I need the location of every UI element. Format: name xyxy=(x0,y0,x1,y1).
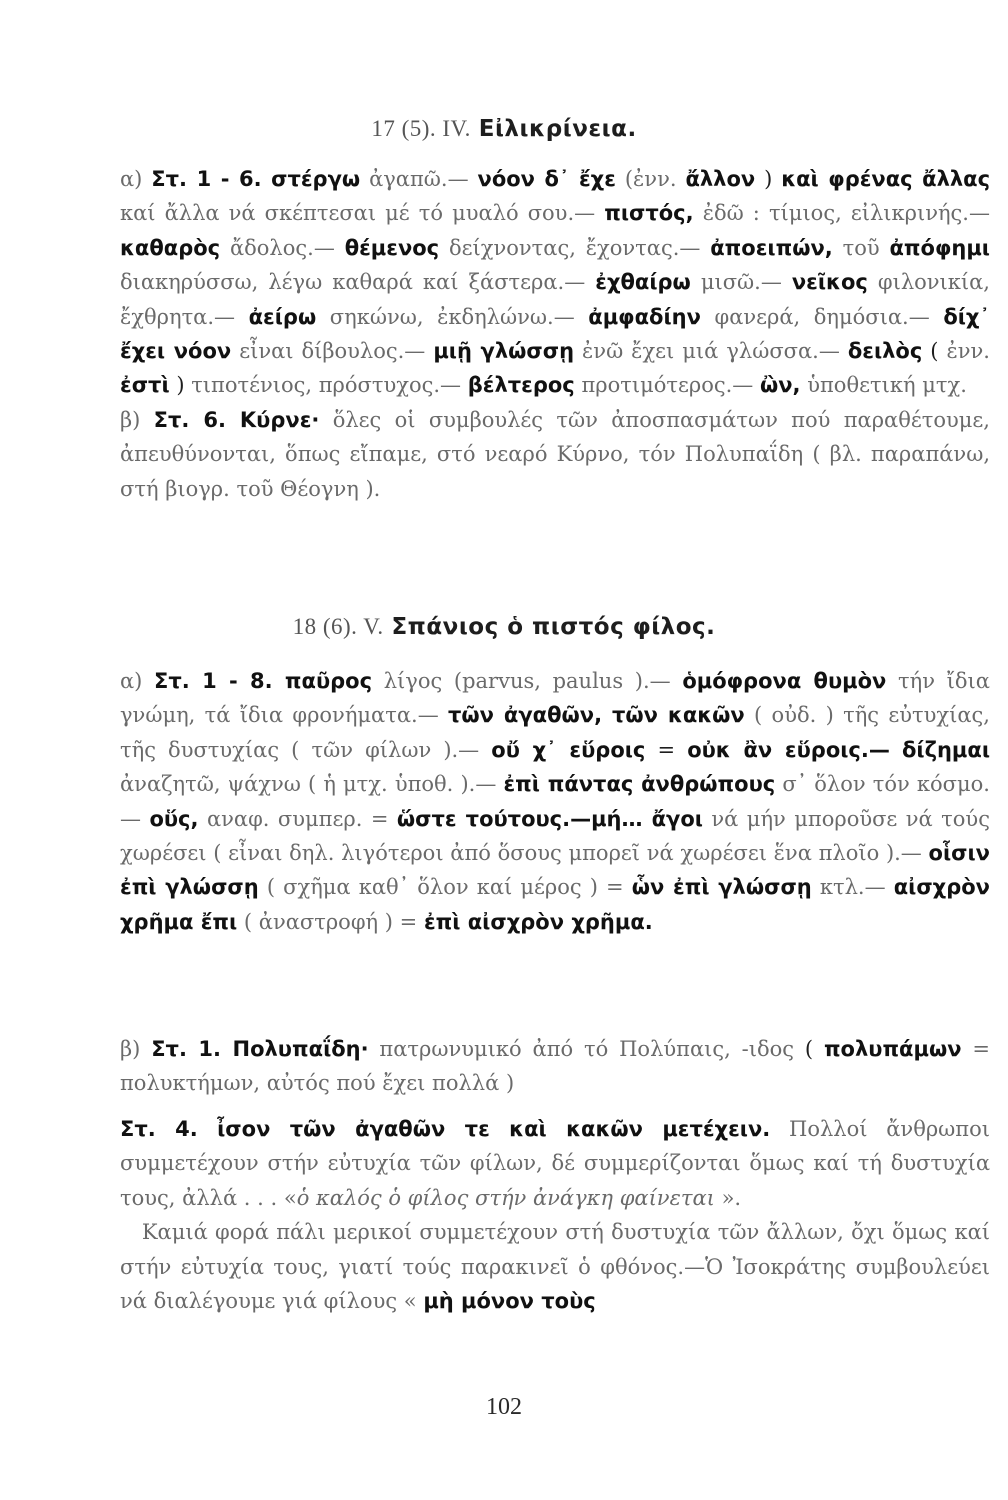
section-18-commentary: α) Στ. 1 - 8. παῦρος λίγος (parvus, paulus ).— ὁμόφρονα θυμὸν τήν ἴδια γνώμη, τά ἴδια φρονήματα.— τῶν ἀγαθῶν, τῶν κακῶν ( οὐδ. ) τῆς εὐτυχίας, τῆς δυστυχίας ( τῶν φίλων ).— οὔ χ᾽ εὕροις = οὐκ ἂν εὕροις.— δίζημαι ἀναζητῶ, ψάχνω ( ἡ μτχ. ὑποθ. ).— ἐπὶ πάντας ἀνθρώπους σ᾽ ὅλον τόν κόσμο.— οὕς, αναφ. συμπερ. = ὥστε τούτους.—μή… ἄγοι νά μήν μποροῦσε νά τούς χωρέσει ( εἶναι δηλ. λιγότεροι ἀπό ὅσους μπορεῖ νά χωρέσει ἕνα πλοῖο ).— οἷσιν ἐπὶ γλώσσῃ ( σχῆμα καθ᾽ ὅλον καί μέρος ) = ὧν ἐπὶ γλώσσῃ κτλ.— αἰσχρὸν χρῆμα ἔπι ( ἀναστροφή ) = ἐπὶ αἰσχρὸν χρῆμα. xyxy=(120,669,990,934)
section-18-note-st4: Στ. 4. ἶσον τῶν ἀγαθῶν τε καὶ κακῶν μετέχειν. Πολλοί ἄνθρωποι συμμετέχουν στήν εὐτυχία τῶν φίλων, δέ συμμερίζονται ὅμως καί τή δυστυχία τους, ἀλλά . . . «ὁ καλός ὁ φίλος στήν ἀνάγκη φαίνεται ». Καμιά φορά πάλι μερικοί συμμετέχουν στή δυστυχία τῶν ἄλλων, ὄχι ὅμως καί στήν εὐτυχία τους, γιατί τούς παρακινεῖ ὁ φθόνος.—Ὁ Ἰσοκράτης συμβουλεύει νά διαλέγουμε γιά φίλους « μὴ μόνον τοὺς xyxy=(120,1117,990,1314)
section-18-heading xyxy=(0,614,1008,640)
page-number: 102 xyxy=(486,1394,522,1420)
section-18-note-b: β) Στ. 1. Πολυπαΐδη· πατρωνυμικό ἀπό τό Πολύπαις, -ιδος ( πολυπάμων = πολυκτήμων, αὐτός πού ἔχει πολλά ) xyxy=(120,1037,990,1096)
section-17-commentary: α) Στ. 1 - 6. στέργω ἀγαπῶ.— νόον δ᾽ ἔχε (ἐνν. ἄλλον ) καὶ φρένας ἄλλας καί ἄλλα νά σκέπτεσαι μέ τό μυαλό σου.— πιστός, ἐδῶ : τίμιος, εἰλικρινής.— καθαρὸς ἄδολος.— θέμενος δείχνοντας, ἔχοντας.— ἀποειπών, τοῦ ἀπόφημι διακηρύσσω, λέγω καθαρά καί ξάστερα.— ἐχθαίρω μισῶ.— νεῖκος φιλονικία, ἔχθρητα.— ἀείρω σηκώνω, ἐκδηλώνω.— ἀμφαδίην φανερά, δημόσια.— δίχ᾽ ἔχει νόον εἶναι δίβουλος.— μιῇ γλώσσῃ ἐνῶ ἔχει μιά γλώσσα.— δειλὸς ( ἐνν. ἐστὶ ) τιποτένιος, πρόστυχος.— βέλτερος προτιμότερος.— ὢν, ὑποθετική μτχ. β) Στ. 6. Κύρνε· ὅλες οἱ συμβουλές τῶν ἀποσπασμάτων πού παραθέτουμε, ἀπευθύνονται, ὅπως εἴπαμε, στό νεαρό Κύρνο, τόν Πολυπαΐδη ( βλ. παραπάνω, στή βιογρ. τοῦ Θέογνη ). xyxy=(120,167,991,501)
section-17-heading xyxy=(0,116,1008,142)
section-18-title: Σπάνιος ὁ πιστός φίλος. xyxy=(391,614,716,640)
section-18-number: 18 (6). V. xyxy=(292,614,384,639)
section-17-title: Εἰλικρίνεια. xyxy=(478,116,637,142)
section-17-number: 17 (5). IV. xyxy=(371,116,471,141)
